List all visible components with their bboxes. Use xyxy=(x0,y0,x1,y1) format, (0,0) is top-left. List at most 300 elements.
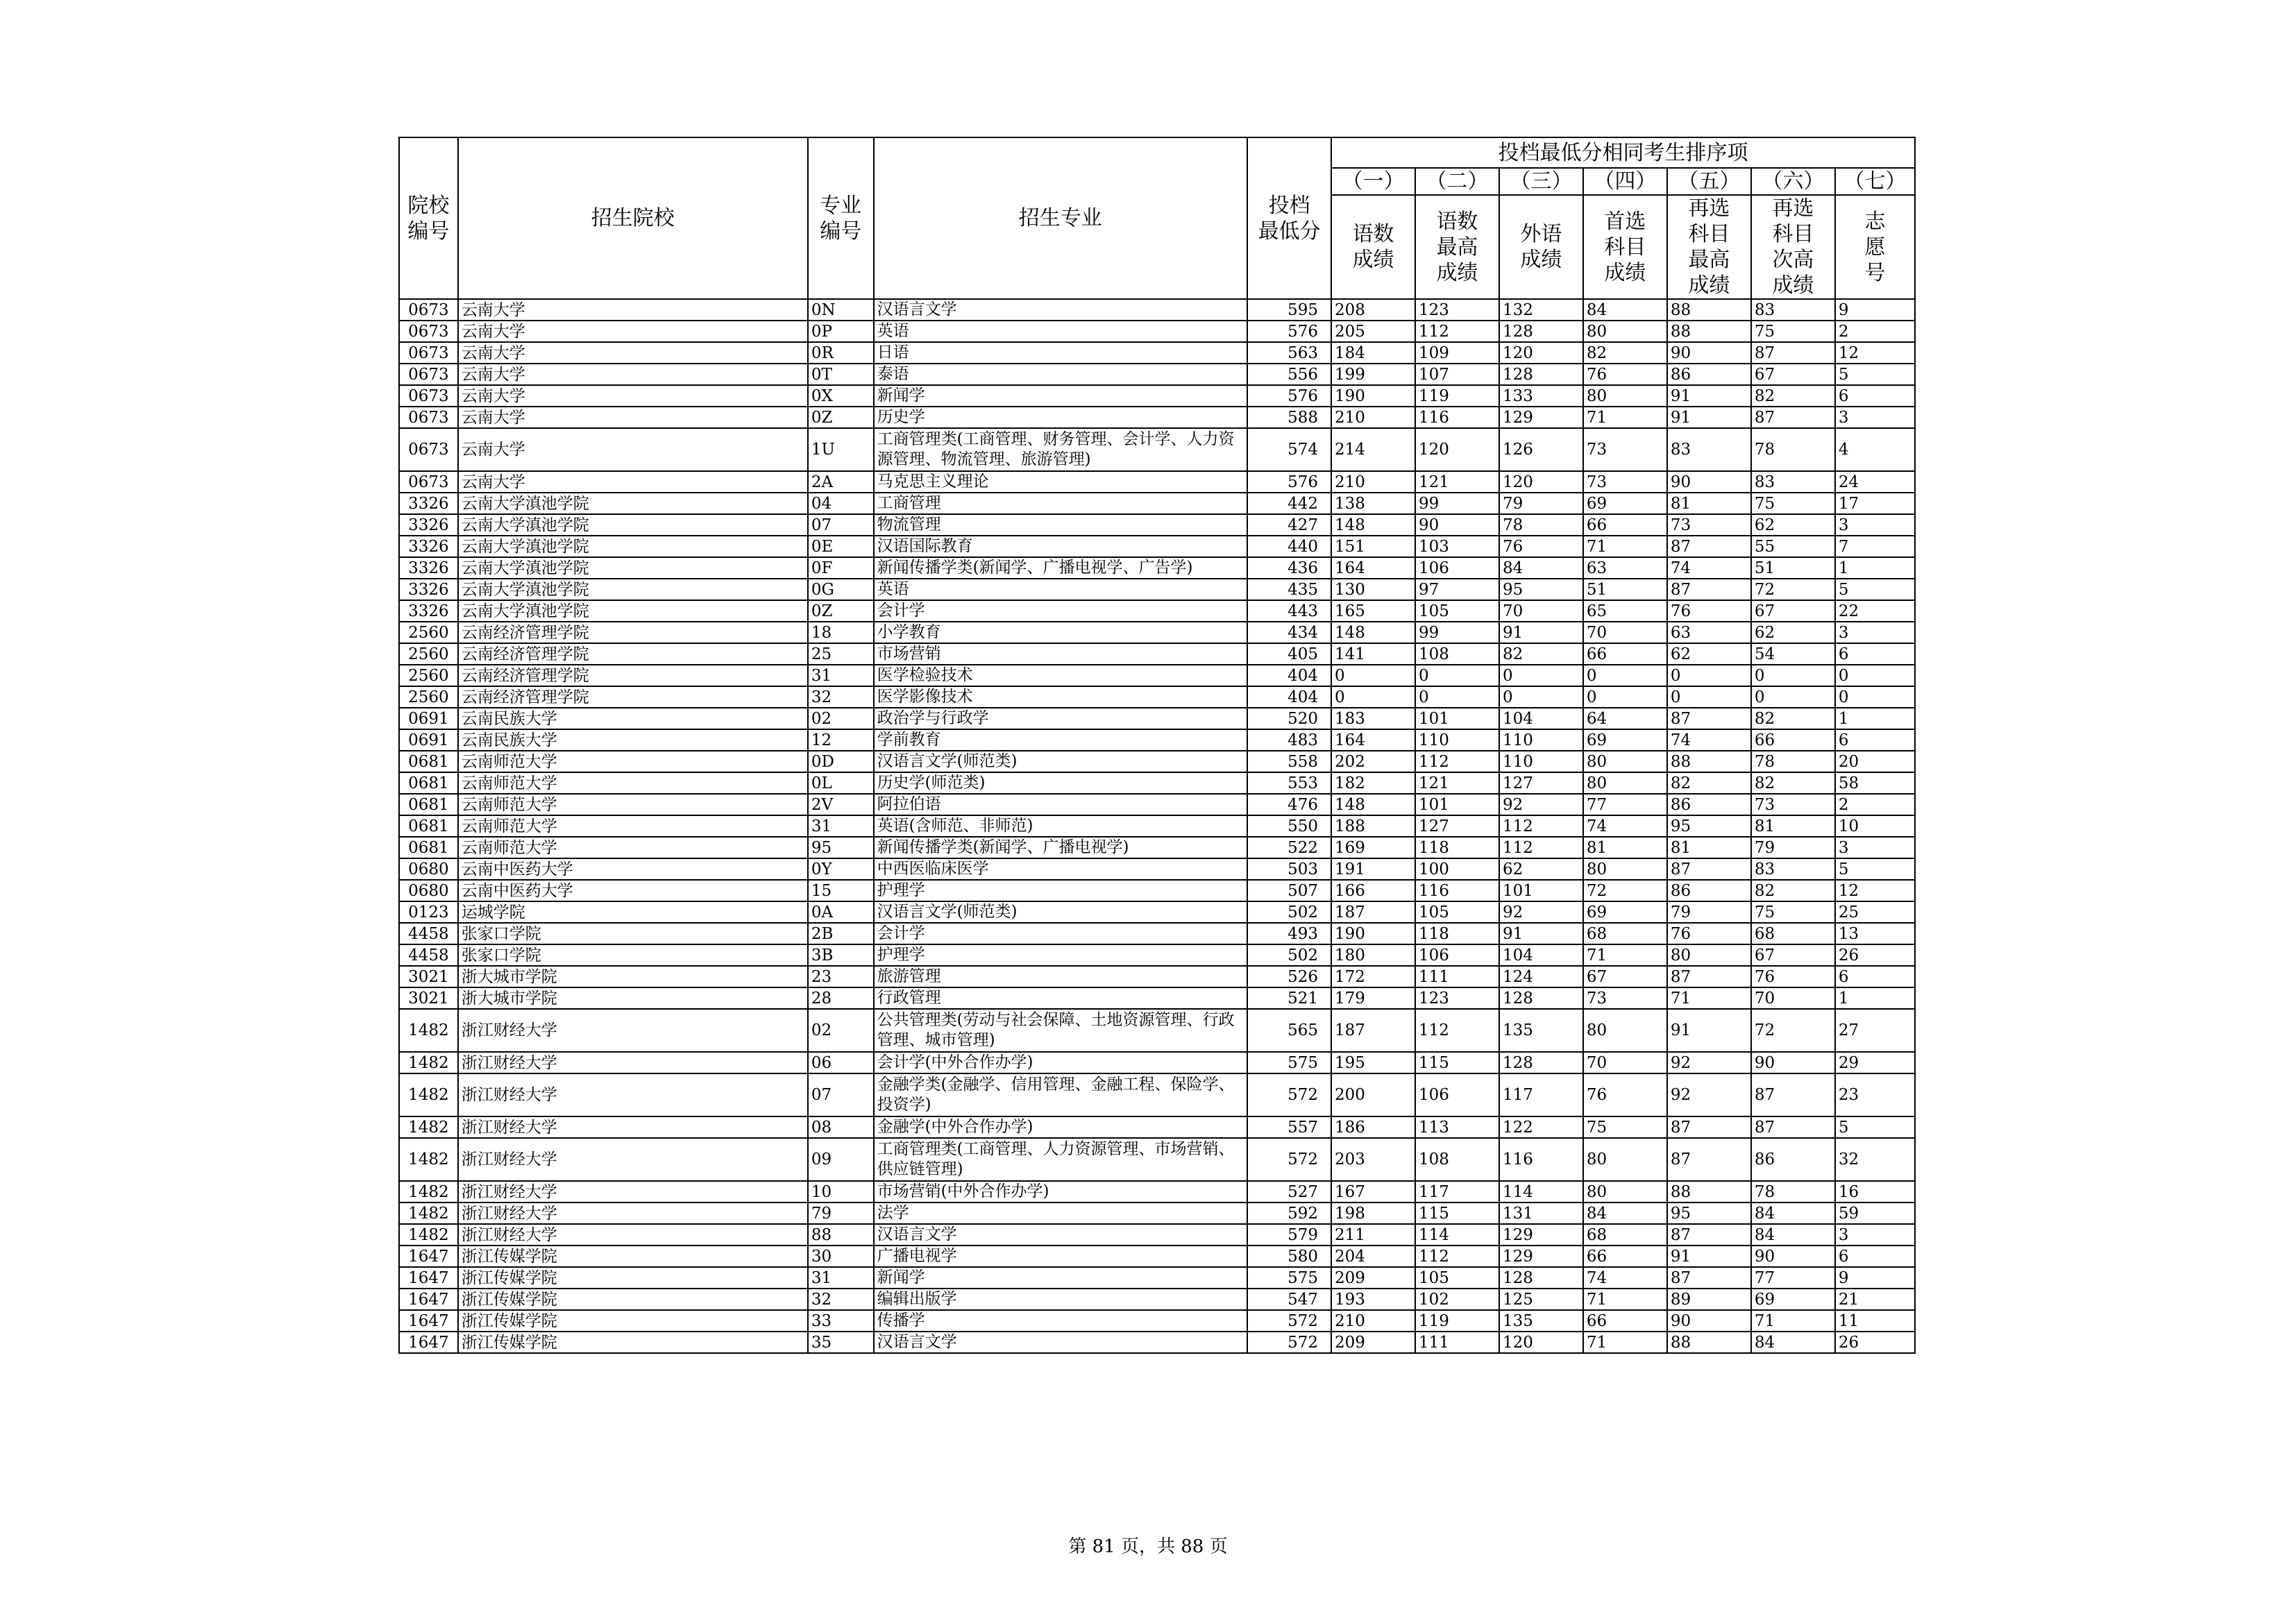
header-sub-label: 语数 最高 成绩 xyxy=(1415,195,1499,299)
cell-school-name: 云南师范大学 xyxy=(458,837,808,858)
table-row xyxy=(399,837,1915,858)
cell-school-name: 浙大城市学院 xyxy=(458,987,808,1009)
cell-rank-7: 3 xyxy=(1835,622,1915,643)
cell-rank-5: 74 xyxy=(1667,729,1751,751)
table-row xyxy=(399,514,1915,536)
cell-rank-4: 69 xyxy=(1583,901,1667,923)
cell-rank-5: 90 xyxy=(1667,471,1751,493)
cell-rank-1: 0 xyxy=(1331,665,1415,686)
cell-rank-6: 86 xyxy=(1751,1138,1835,1181)
cell-rank-5: 87 xyxy=(1667,1138,1751,1181)
table-row xyxy=(399,1116,1915,1138)
cell-rank-4: 80 xyxy=(1583,1138,1667,1181)
cell-rank-5: 71 xyxy=(1667,987,1751,1009)
cell-rank-6: 87 xyxy=(1751,342,1835,364)
table-row xyxy=(399,342,1915,364)
cell-school-name: 浙江财经大学 xyxy=(458,1073,808,1116)
cell-rank-4: 80 xyxy=(1583,772,1667,794)
cell-rank-1: 179 xyxy=(1331,987,1415,1009)
cell-school-code: 1482 xyxy=(399,1052,458,1073)
cell-rank-3: 135 xyxy=(1499,1310,1583,1332)
cell-rank-5: 89 xyxy=(1667,1289,1751,1310)
cell-rank-3: 128 xyxy=(1499,364,1583,385)
cell-rank-5: 91 xyxy=(1667,407,1751,428)
cell-rank-2: 99 xyxy=(1415,622,1499,643)
table-row xyxy=(399,901,1915,923)
cell-rank-5: 88 xyxy=(1667,321,1751,342)
cell-rank-4: 69 xyxy=(1583,729,1667,751)
cell-rank-2: 117 xyxy=(1415,1181,1499,1203)
cell-rank-5: 87 xyxy=(1667,1224,1751,1246)
cell-rank-5: 76 xyxy=(1667,923,1751,944)
table-row xyxy=(399,1246,1915,1267)
cell-rank-1: 165 xyxy=(1331,600,1415,622)
cell-rank-2: 90 xyxy=(1415,514,1499,536)
cell-rank-6: 83 xyxy=(1751,858,1835,880)
cell-major-name: 会计学(中外合作办学) xyxy=(874,1052,1247,1073)
cell-rank-7: 2 xyxy=(1835,794,1915,815)
cell-min-score: 404 xyxy=(1247,665,1331,686)
table-row xyxy=(399,708,1915,729)
cell-major-name: 工商管理类(工商管理、人力资源管理、市场营销、供应链管理) xyxy=(874,1138,1247,1181)
cell-rank-2: 97 xyxy=(1415,579,1499,600)
cell-rank-7: 3 xyxy=(1835,1224,1915,1246)
cell-rank-3: 122 xyxy=(1499,1116,1583,1138)
cell-school-name: 云南师范大学 xyxy=(458,751,808,772)
cell-rank-6: 84 xyxy=(1751,1203,1835,1224)
cell-school-name: 云南民族大学 xyxy=(458,729,808,751)
cell-major-code: 0R xyxy=(808,342,874,364)
cell-rank-6: 78 xyxy=(1751,428,1835,471)
cell-rank-6: 66 xyxy=(1751,729,1835,751)
cell-major-code: 31 xyxy=(808,1267,874,1289)
cell-rank-2: 119 xyxy=(1415,1310,1499,1332)
cell-rank-3: 112 xyxy=(1499,837,1583,858)
cell-rank-6: 70 xyxy=(1751,987,1835,1009)
cell-major-name: 泰语 xyxy=(874,364,1247,385)
table-row xyxy=(399,600,1915,622)
cell-min-score: 502 xyxy=(1247,944,1331,966)
cell-rank-2: 113 xyxy=(1415,1116,1499,1138)
cell-min-score: 440 xyxy=(1247,536,1331,557)
cell-rank-6: 82 xyxy=(1751,385,1835,407)
cell-rank-7: 27 xyxy=(1835,1009,1915,1052)
cell-min-score: 556 xyxy=(1247,364,1331,385)
cell-rank-2: 127 xyxy=(1415,815,1499,837)
cell-rank-6: 87 xyxy=(1751,1116,1835,1138)
cell-min-score: 443 xyxy=(1247,600,1331,622)
cell-rank-1: 184 xyxy=(1331,342,1415,364)
cell-major-name: 英语 xyxy=(874,321,1247,342)
cell-rank-3: 62 xyxy=(1499,858,1583,880)
cell-rank-1: 209 xyxy=(1331,1267,1415,1289)
cell-major-code: 0G xyxy=(808,579,874,600)
cell-major-code: 07 xyxy=(808,1073,874,1116)
header-major-code: 专业 编号 xyxy=(808,137,874,299)
cell-rank-5: 95 xyxy=(1667,815,1751,837)
table-row xyxy=(399,643,1915,665)
cell-major-code: 0E xyxy=(808,536,874,557)
cell-rank-7: 21 xyxy=(1835,1289,1915,1310)
cell-rank-1: 209 xyxy=(1331,1332,1415,1353)
cell-school-name: 云南大学滇池学院 xyxy=(458,557,808,579)
cell-rank-4: 65 xyxy=(1583,600,1667,622)
cell-major-name: 汉语言文学 xyxy=(874,1332,1247,1353)
cell-min-score: 527 xyxy=(1247,1181,1331,1203)
cell-rank-5: 95 xyxy=(1667,1203,1751,1224)
cell-rank-1: 187 xyxy=(1331,1009,1415,1052)
cell-school-code: 0673 xyxy=(399,321,458,342)
cell-rank-4: 80 xyxy=(1583,751,1667,772)
cell-rank-2: 105 xyxy=(1415,901,1499,923)
cell-rank-3: 112 xyxy=(1499,815,1583,837)
cell-school-code: 0680 xyxy=(399,880,458,901)
cell-school-name: 浙江财经大学 xyxy=(458,1181,808,1203)
cell-rank-6: 90 xyxy=(1751,1052,1835,1073)
cell-rank-1: 203 xyxy=(1331,1138,1415,1181)
cell-rank-6: 0 xyxy=(1751,665,1835,686)
cell-rank-3: 104 xyxy=(1499,944,1583,966)
cell-min-score: 553 xyxy=(1247,772,1331,794)
cell-rank-6: 75 xyxy=(1751,493,1835,514)
cell-major-code: 35 xyxy=(808,1332,874,1353)
cell-school-name: 浙江财经大学 xyxy=(458,1138,808,1181)
cell-rank-2: 118 xyxy=(1415,837,1499,858)
cell-rank-4: 68 xyxy=(1583,1224,1667,1246)
cell-rank-4: 68 xyxy=(1583,923,1667,944)
cell-school-code: 0691 xyxy=(399,729,458,751)
cell-school-name: 云南民族大学 xyxy=(458,708,808,729)
cell-major-code: 2A xyxy=(808,471,874,493)
cell-rank-1: 190 xyxy=(1331,385,1415,407)
cell-rank-6: 83 xyxy=(1751,471,1835,493)
table-row xyxy=(399,622,1915,643)
cell-rank-2: 99 xyxy=(1415,493,1499,514)
cell-rank-1: 210 xyxy=(1331,1310,1415,1332)
table-row xyxy=(399,944,1915,966)
cell-rank-2: 111 xyxy=(1415,966,1499,987)
cell-rank-7: 6 xyxy=(1835,1246,1915,1267)
cell-rank-6: 82 xyxy=(1751,772,1835,794)
table-row xyxy=(399,1052,1915,1073)
cell-rank-4: 70 xyxy=(1583,622,1667,643)
cell-school-name: 浙江传媒学院 xyxy=(458,1310,808,1332)
cell-school-code: 1647 xyxy=(399,1289,458,1310)
cell-rank-2: 121 xyxy=(1415,772,1499,794)
cell-school-name: 浙大城市学院 xyxy=(458,966,808,987)
cell-major-code: 2V xyxy=(808,794,874,815)
cell-rank-7: 13 xyxy=(1835,923,1915,944)
cell-rank-6: 0 xyxy=(1751,686,1835,708)
cell-min-score: 575 xyxy=(1247,1052,1331,1073)
cell-school-name: 浙江传媒学院 xyxy=(458,1246,808,1267)
cell-school-code: 0680 xyxy=(399,858,458,880)
cell-rank-7: 16 xyxy=(1835,1181,1915,1203)
cell-rank-3: 120 xyxy=(1499,1332,1583,1353)
cell-rank-4: 0 xyxy=(1583,686,1667,708)
cell-rank-3: 70 xyxy=(1499,600,1583,622)
cell-rank-2: 115 xyxy=(1415,1203,1499,1224)
table-row xyxy=(399,536,1915,557)
cell-rank-7: 6 xyxy=(1835,385,1915,407)
cell-major-name: 汉语言文学(师范类) xyxy=(874,901,1247,923)
cell-rank-1: 164 xyxy=(1331,557,1415,579)
cell-school-code: 1647 xyxy=(399,1267,458,1289)
cell-major-name: 马克思主义理论 xyxy=(874,471,1247,493)
cell-rank-1: 148 xyxy=(1331,622,1415,643)
cell-rank-5: 88 xyxy=(1667,751,1751,772)
cell-rank-7: 29 xyxy=(1835,1052,1915,1073)
cell-rank-5: 76 xyxy=(1667,600,1751,622)
cell-rank-2: 123 xyxy=(1415,987,1499,1009)
cell-rank-6: 73 xyxy=(1751,794,1835,815)
cell-rank-6: 67 xyxy=(1751,944,1835,966)
cell-rank-3: 82 xyxy=(1499,643,1583,665)
cell-rank-5: 81 xyxy=(1667,493,1751,514)
cell-school-name: 云南大学滇池学院 xyxy=(458,600,808,622)
cell-rank-5: 74 xyxy=(1667,557,1751,579)
cell-rank-2: 109 xyxy=(1415,342,1499,364)
cell-school-code: 0673 xyxy=(399,407,458,428)
header-sub-index: （二） xyxy=(1415,168,1499,195)
cell-school-name: 云南师范大学 xyxy=(458,794,808,815)
cell-rank-7: 3 xyxy=(1835,514,1915,536)
cell-major-code: 0T xyxy=(808,364,874,385)
cell-rank-7: 20 xyxy=(1835,751,1915,772)
cell-school-code: 1482 xyxy=(399,1009,458,1052)
table-row xyxy=(399,385,1915,407)
cell-rank-7: 11 xyxy=(1835,1310,1915,1332)
cell-rank-7: 3 xyxy=(1835,407,1915,428)
cell-rank-1: 148 xyxy=(1331,514,1415,536)
cell-major-name: 新闻传播学类(新闻学、广播电视学、广告学) xyxy=(874,557,1247,579)
header-sub-index: （一） xyxy=(1331,168,1415,195)
cell-rank-6: 67 xyxy=(1751,600,1835,622)
cell-rank-2: 121 xyxy=(1415,471,1499,493)
cell-rank-4: 69 xyxy=(1583,493,1667,514)
cell-rank-3: 128 xyxy=(1499,321,1583,342)
cell-major-code: 0F xyxy=(808,557,874,579)
cell-rank-1: 193 xyxy=(1331,1289,1415,1310)
cell-rank-3: 0 xyxy=(1499,665,1583,686)
cell-school-code: 3326 xyxy=(399,536,458,557)
cell-school-code: 0681 xyxy=(399,794,458,815)
cell-rank-7: 3 xyxy=(1835,837,1915,858)
cell-rank-7: 12 xyxy=(1835,342,1915,364)
cell-rank-6: 55 xyxy=(1751,536,1835,557)
cell-rank-5: 87 xyxy=(1667,1116,1751,1138)
cell-rank-5: 90 xyxy=(1667,342,1751,364)
cell-school-name: 张家口学院 xyxy=(458,923,808,944)
cell-major-name: 历史学 xyxy=(874,407,1247,428)
cell-rank-4: 66 xyxy=(1583,1310,1667,1332)
cell-school-name: 云南经济管理学院 xyxy=(458,622,808,643)
cell-rank-3: 133 xyxy=(1499,385,1583,407)
cell-rank-5: 79 xyxy=(1667,901,1751,923)
cell-rank-4: 74 xyxy=(1583,1267,1667,1289)
cell-rank-7: 6 xyxy=(1835,643,1915,665)
cell-rank-1: 200 xyxy=(1331,1073,1415,1116)
cell-rank-4: 72 xyxy=(1583,880,1667,901)
cell-min-score: 404 xyxy=(1247,686,1331,708)
cell-rank-7: 0 xyxy=(1835,665,1915,686)
table-row xyxy=(399,1289,1915,1310)
cell-major-code: 88 xyxy=(808,1224,874,1246)
cell-school-name: 云南大学滇池学院 xyxy=(458,514,808,536)
cell-rank-4: 80 xyxy=(1583,385,1667,407)
table-row xyxy=(399,987,1915,1009)
cell-rank-7: 22 xyxy=(1835,600,1915,622)
cell-rank-6: 78 xyxy=(1751,751,1835,772)
header-group-title: 投档最低分相同考生排序项 xyxy=(1331,137,1915,168)
cell-rank-5: 87 xyxy=(1667,1267,1751,1289)
cell-major-name: 金融学(中外合作办学) xyxy=(874,1116,1247,1138)
cell-rank-6: 82 xyxy=(1751,708,1835,729)
cell-rank-3: 95 xyxy=(1499,579,1583,600)
cell-min-score: 576 xyxy=(1247,321,1331,342)
cell-min-score: 521 xyxy=(1247,987,1331,1009)
table-row xyxy=(399,428,1915,471)
cell-major-code: 10 xyxy=(808,1181,874,1203)
cell-school-name: 云南大学 xyxy=(458,385,808,407)
cell-rank-5: 82 xyxy=(1667,772,1751,794)
cell-rank-1: 183 xyxy=(1331,708,1415,729)
cell-rank-7: 10 xyxy=(1835,815,1915,837)
cell-rank-3: 135 xyxy=(1499,1009,1583,1052)
table-row xyxy=(399,1181,1915,1203)
cell-rank-6: 79 xyxy=(1751,837,1835,858)
cell-rank-2: 112 xyxy=(1415,321,1499,342)
cell-rank-4: 71 xyxy=(1583,1332,1667,1353)
header-sub-label: 再选 科目 次高 成绩 xyxy=(1751,195,1835,299)
header-sub-label: 语数 成绩 xyxy=(1331,195,1415,299)
cell-school-name: 浙江传媒学院 xyxy=(458,1267,808,1289)
table-row xyxy=(399,815,1915,837)
cell-school-name: 浙江财经大学 xyxy=(458,1224,808,1246)
cell-rank-6: 67 xyxy=(1751,364,1835,385)
cell-school-code: 1482 xyxy=(399,1116,458,1138)
cell-school-code: 4458 xyxy=(399,923,458,944)
cell-rank-6: 51 xyxy=(1751,557,1835,579)
cell-rank-3: 128 xyxy=(1499,987,1583,1009)
cell-rank-5: 87 xyxy=(1667,966,1751,987)
cell-rank-4: 64 xyxy=(1583,708,1667,729)
cell-rank-4: 66 xyxy=(1583,643,1667,665)
cell-rank-6: 75 xyxy=(1751,901,1835,923)
cell-major-name: 会计学 xyxy=(874,923,1247,944)
table-row xyxy=(399,407,1915,428)
cell-min-score: 576 xyxy=(1247,385,1331,407)
cell-major-name: 历史学(师范类) xyxy=(874,772,1247,794)
cell-rank-7: 59 xyxy=(1835,1203,1915,1224)
cell-rank-2: 118 xyxy=(1415,923,1499,944)
cell-rank-6: 81 xyxy=(1751,815,1835,837)
cell-rank-5: 88 xyxy=(1667,299,1751,321)
cell-major-name: 物流管理 xyxy=(874,514,1247,536)
cell-rank-3: 116 xyxy=(1499,1138,1583,1181)
cell-major-name: 旅游管理 xyxy=(874,966,1247,987)
cell-school-code: 0673 xyxy=(399,364,458,385)
cell-min-score: 572 xyxy=(1247,1073,1331,1116)
cell-major-name: 护理学 xyxy=(874,944,1247,966)
cell-major-code: 07 xyxy=(808,514,874,536)
cell-school-name: 云南大学滇池学院 xyxy=(458,536,808,557)
cell-major-name: 新闻学 xyxy=(874,385,1247,407)
cell-rank-5: 87 xyxy=(1667,708,1751,729)
cell-rank-5: 87 xyxy=(1667,579,1751,600)
cell-rank-6: 71 xyxy=(1751,1310,1835,1332)
table-row xyxy=(399,1310,1915,1332)
cell-major-code: 0N xyxy=(808,299,874,321)
cell-major-code: 18 xyxy=(808,622,874,643)
cell-major-code: 25 xyxy=(808,643,874,665)
cell-rank-4: 84 xyxy=(1583,299,1667,321)
cell-rank-4: 70 xyxy=(1583,1052,1667,1073)
cell-rank-4: 71 xyxy=(1583,944,1667,966)
cell-school-code: 1482 xyxy=(399,1073,458,1116)
cell-min-score: 563 xyxy=(1247,342,1331,364)
cell-rank-1: 172 xyxy=(1331,966,1415,987)
cell-major-code: 0X xyxy=(808,385,874,407)
cell-rank-6: 77 xyxy=(1751,1267,1835,1289)
cell-rank-3: 92 xyxy=(1499,794,1583,815)
cell-major-name: 会计学 xyxy=(874,600,1247,622)
header-school-code: 院校 编号 xyxy=(399,137,458,299)
cell-rank-2: 0 xyxy=(1415,665,1499,686)
cell-min-score: 427 xyxy=(1247,514,1331,536)
cell-school-code: 0673 xyxy=(399,385,458,407)
cell-rank-7: 0 xyxy=(1835,686,1915,708)
cell-school-name: 浙江财经大学 xyxy=(458,1052,808,1073)
table-row xyxy=(399,729,1915,751)
cell-major-code: 02 xyxy=(808,708,874,729)
table-row xyxy=(399,794,1915,815)
cell-major-name: 工商管理类(工商管理、财务管理、会计学、人力资源管理、物流管理、旅游管理) xyxy=(874,428,1247,471)
cell-min-score: 476 xyxy=(1247,794,1331,815)
cell-rank-7: 25 xyxy=(1835,901,1915,923)
cell-min-score: 483 xyxy=(1247,729,1331,751)
cell-rank-3: 125 xyxy=(1499,1289,1583,1310)
cell-min-score: 592 xyxy=(1247,1203,1331,1224)
cell-rank-3: 101 xyxy=(1499,880,1583,901)
cell-rank-2: 105 xyxy=(1415,1267,1499,1289)
cell-rank-3: 129 xyxy=(1499,1246,1583,1267)
table-row xyxy=(399,557,1915,579)
cell-major-name: 阿拉伯语 xyxy=(874,794,1247,815)
cell-major-name: 广播电视学 xyxy=(874,1246,1247,1267)
cell-rank-1: 210 xyxy=(1331,407,1415,428)
cell-rank-4: 63 xyxy=(1583,557,1667,579)
header-school-name: 招生院校 xyxy=(458,137,808,299)
table-header xyxy=(399,137,1915,299)
table-row xyxy=(399,471,1915,493)
cell-rank-4: 80 xyxy=(1583,858,1667,880)
cell-rank-2: 101 xyxy=(1415,794,1499,815)
cell-rank-1: 188 xyxy=(1331,815,1415,837)
cell-rank-3: 124 xyxy=(1499,966,1583,987)
cell-rank-2: 116 xyxy=(1415,880,1499,901)
cell-school-code: 0681 xyxy=(399,837,458,858)
cell-rank-6: 84 xyxy=(1751,1224,1835,1246)
cell-major-name: 汉语言文学 xyxy=(874,299,1247,321)
cell-major-code: 0Y xyxy=(808,858,874,880)
table-row xyxy=(399,579,1915,600)
cell-rank-7: 32 xyxy=(1835,1138,1915,1181)
cell-rank-7: 9 xyxy=(1835,299,1915,321)
cell-major-name: 行政管理 xyxy=(874,987,1247,1009)
header-sub-index: （七） xyxy=(1835,168,1915,195)
cell-rank-7: 2 xyxy=(1835,321,1915,342)
